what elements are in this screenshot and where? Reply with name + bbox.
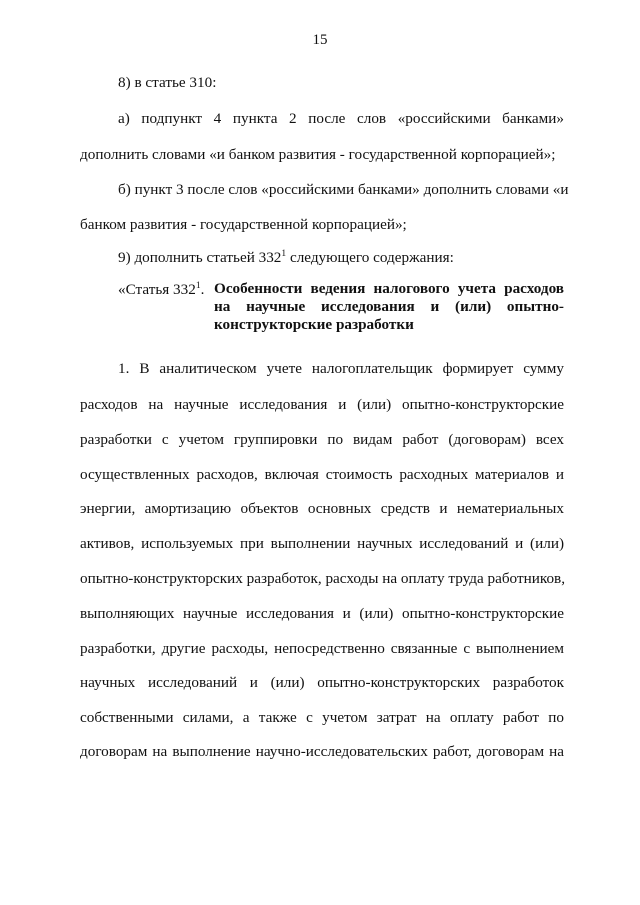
paragraph-1-line: расходов на научные исследования и (или) опытно-конструкторские [80,396,564,413]
article-label-dot: . [200,281,205,298]
item-8a-line-1: а) подпункт 4 пункта 2 после слов «российскими банками» [118,110,564,127]
paragraph-1-line: энергии, амортизацию объектов основных средств и нематериальных [80,500,564,517]
article-label-text: «Статья 332 [118,281,196,298]
item-9-text-end: следующего содержания: [286,249,454,266]
item-8-label: 8) в статье 310: [118,74,217,91]
paragraph-1-line: опытно-конструкторских разработок, расходы на оплату труда работников, [80,570,566,587]
article-label [118,280,204,300]
item-9-text: 9) дополнить статьей 332 [118,249,282,266]
item-8b-line-2: банком развития - государственной корпорацией»; [80,216,407,233]
page-number: 15 [312,32,328,48]
article-title-line-3: конструкторские разработки [214,316,414,333]
article-title [214,280,564,334]
item-9-label [118,248,454,268]
article-label-superscript: 1 [195,281,201,291]
paragraph-1-line: осуществленных расходов, включая стоимость расходных материалов и [80,466,564,483]
article-title-line-1: Особенности ведения налогового учета расходов [214,280,564,297]
item-8a-line-2: дополнить словами «и банком развития - государственной корпорацией»; [80,146,556,163]
paragraph-1-line: разработки, другие расходы, непосредственно связанные с выполнением [80,640,564,657]
paragraph-1-line: 1. В аналитическом учете налогоплательщик формирует сумму [118,360,564,377]
item-9-superscript: 1 [281,249,287,259]
paragraph-1-line: научных исследований и (или) опытно-конструкторских разработок [80,674,564,691]
paragraph-1-line: договорам на выполнение научно-исследовательских работ, договорам на [80,743,564,760]
paragraph-1-line: выполняющих научные исследования и (или) опытно-конструкторские [80,605,564,622]
paragraph-1-line: собственными силами, а также с учетом затрат на оплату работ по [80,709,564,726]
paragraph-1-line: активов, используемых при выполнении научных исследований и (или) [80,535,564,552]
article-title-line-2: на научные исследования и (или) опытно- [214,298,564,315]
paragraph-1-line: разработки с учетом группировки по видам работ (договорам) всех [80,431,564,448]
item-8b-line-1: б) пункт 3 после слов «российскими банками» дополнить словами «и [118,181,569,198]
article-heading [118,280,564,340]
